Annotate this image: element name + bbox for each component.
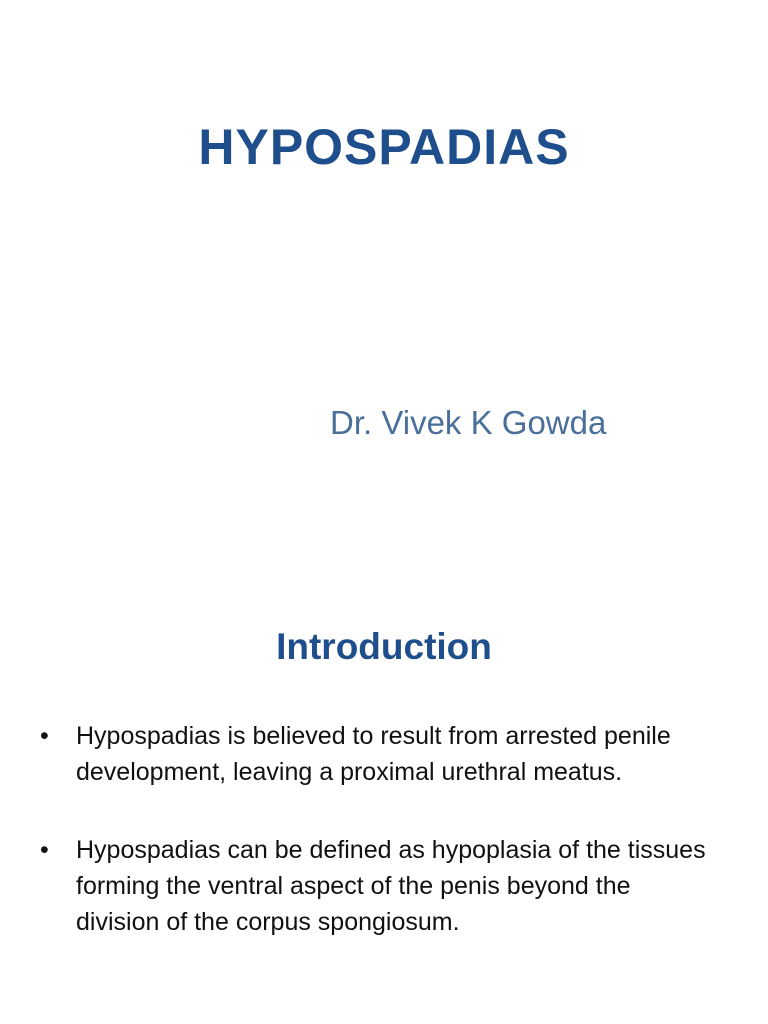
slide-title: HYPOSPADIAS (198, 119, 570, 175)
bullet-text: Hypospadias can be defined as hypoplasia of the tissues forming the ventral aspect of the penis beyond the division of the corpus spongiosum. (76, 836, 706, 936)
section-heading-introduction: Introduction (276, 626, 492, 667)
bullet-item (40, 718, 720, 790)
bullet-icon: • (40, 722, 49, 750)
bullet-text: Hypospadias is believed to result from arrested penile development, leaving a proximal urethral meatus. (76, 722, 671, 786)
author-name: Dr. Vivek K Gowda (330, 404, 607, 441)
bullet-list (40, 718, 720, 982)
bullet-item (40, 832, 720, 940)
bullet-icon: • (40, 836, 49, 864)
